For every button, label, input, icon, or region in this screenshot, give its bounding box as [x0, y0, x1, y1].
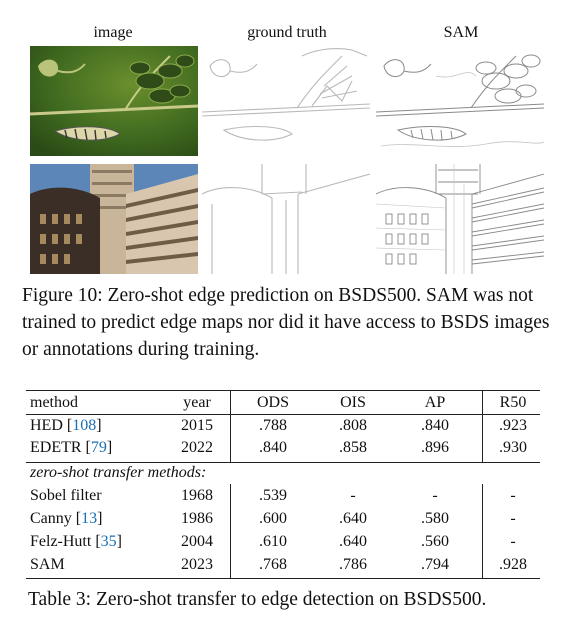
col-header-method: method	[30, 394, 78, 411]
table-row-felzhutt-ap: .560	[421, 533, 449, 550]
photo-caterpillar	[30, 46, 198, 156]
table-row-felzhutt-method: Felz-Hutt [35]	[30, 533, 122, 550]
table-row-sobel-ois: -	[350, 487, 356, 504]
col-header-ods: ODS	[256, 394, 289, 411]
table-row-felzhutt-ois: .640	[339, 533, 367, 550]
table-vrule-ap-r50-bottom	[482, 484, 483, 578]
table-top-rule	[26, 390, 540, 391]
table-row-sobel-ods: .539	[259, 487, 287, 504]
table-row-sam-ap: .794	[421, 556, 449, 573]
table-row-canny-year: 1986	[181, 510, 213, 527]
col-header-r50: R50	[499, 394, 527, 411]
citation-link[interactable]: 79	[90, 439, 107, 456]
table-row-hed-method: HED [108]	[30, 417, 102, 434]
sam-edges-caterpillar	[376, 46, 544, 156]
table-row-felzhutt-r50: -	[510, 533, 516, 550]
results-table	[26, 390, 546, 580]
table-row-edetr-ap: .896	[421, 439, 449, 456]
table-row-felzhutt-ods: .610	[259, 533, 287, 550]
table-row-edetr-ods: .840	[259, 439, 287, 456]
col-header-ois: OIS	[340, 394, 366, 411]
col-header-ap: AP	[424, 394, 446, 411]
table-caption: Table 3: Zero-shot transfer to edge detection on BSDS500.	[28, 589, 487, 610]
figure-caption: Figure 10: Zero-shot edge prediction on BSDS500. SAM was not trained to predict edge maps nor did it have access to BSDS images or annotations during training.	[22, 285, 550, 360]
table-row-hed-year: 2015	[181, 417, 213, 434]
citation-link[interactable]: 35	[100, 533, 117, 550]
table-row-sobel-method: Sobel filter	[30, 487, 102, 504]
table-row-felzhutt-year: 2004	[181, 533, 213, 550]
table-row-hed-ois: .808	[339, 417, 367, 434]
table-vrule-ap-r50-top	[482, 390, 483, 462]
ground-truth-caterpillar	[202, 46, 370, 156]
citation-link[interactable]: 13	[81, 510, 98, 527]
table-row-sam-ois: .786	[339, 556, 367, 573]
table-row-sam-method: SAM	[30, 556, 65, 573]
table-row-sobel-ap: -	[432, 487, 438, 504]
table-row-hed-ap: .840	[421, 417, 449, 434]
table-row-edetr-year: 2022	[181, 439, 213, 456]
table-row-canny-method: Canny [13]	[30, 510, 103, 527]
sam-edges-buildings	[376, 164, 544, 274]
table-row-sam-year: 2023	[181, 556, 213, 573]
col-header-year: year	[183, 394, 211, 411]
ground-truth-buildings	[202, 164, 370, 274]
table-vrule-year-ods-bottom	[230, 484, 231, 578]
table-row-canny-r50: -	[510, 510, 516, 527]
table-header-rule	[26, 414, 540, 415]
table-row-edetr-r50: .930	[499, 439, 527, 456]
table-row-sam-r50: .928	[499, 556, 527, 573]
table-row-canny-ap: .580	[421, 510, 449, 527]
citation-link[interactable]: 108	[72, 417, 97, 434]
table-row-hed-r50: .923	[499, 417, 527, 434]
table-row-edetr-method: EDETR [79]	[30, 439, 113, 456]
photo-buildings	[30, 164, 198, 274]
table-row-canny-ods: .600	[259, 510, 287, 527]
table-bottom-rule	[26, 578, 540, 579]
section-label: zero-shot transfer methods:	[30, 464, 207, 481]
table-row-hed-ods: .788	[259, 417, 287, 434]
table-row-canny-ois: .640	[339, 510, 367, 527]
figure-column-headers	[0, 24, 572, 46]
table-vrule-year-ods-top	[230, 390, 231, 462]
table-row-sobel-year: 1968	[181, 487, 213, 504]
table-row-sam-ods: .768	[259, 556, 287, 573]
header-ground-truth: ground truth	[247, 24, 327, 41]
table-row-edetr-ois: .858	[339, 439, 367, 456]
header-image: image	[93, 24, 133, 41]
header-sam: SAM	[443, 24, 479, 41]
table-row-sobel-r50: -	[510, 487, 516, 504]
